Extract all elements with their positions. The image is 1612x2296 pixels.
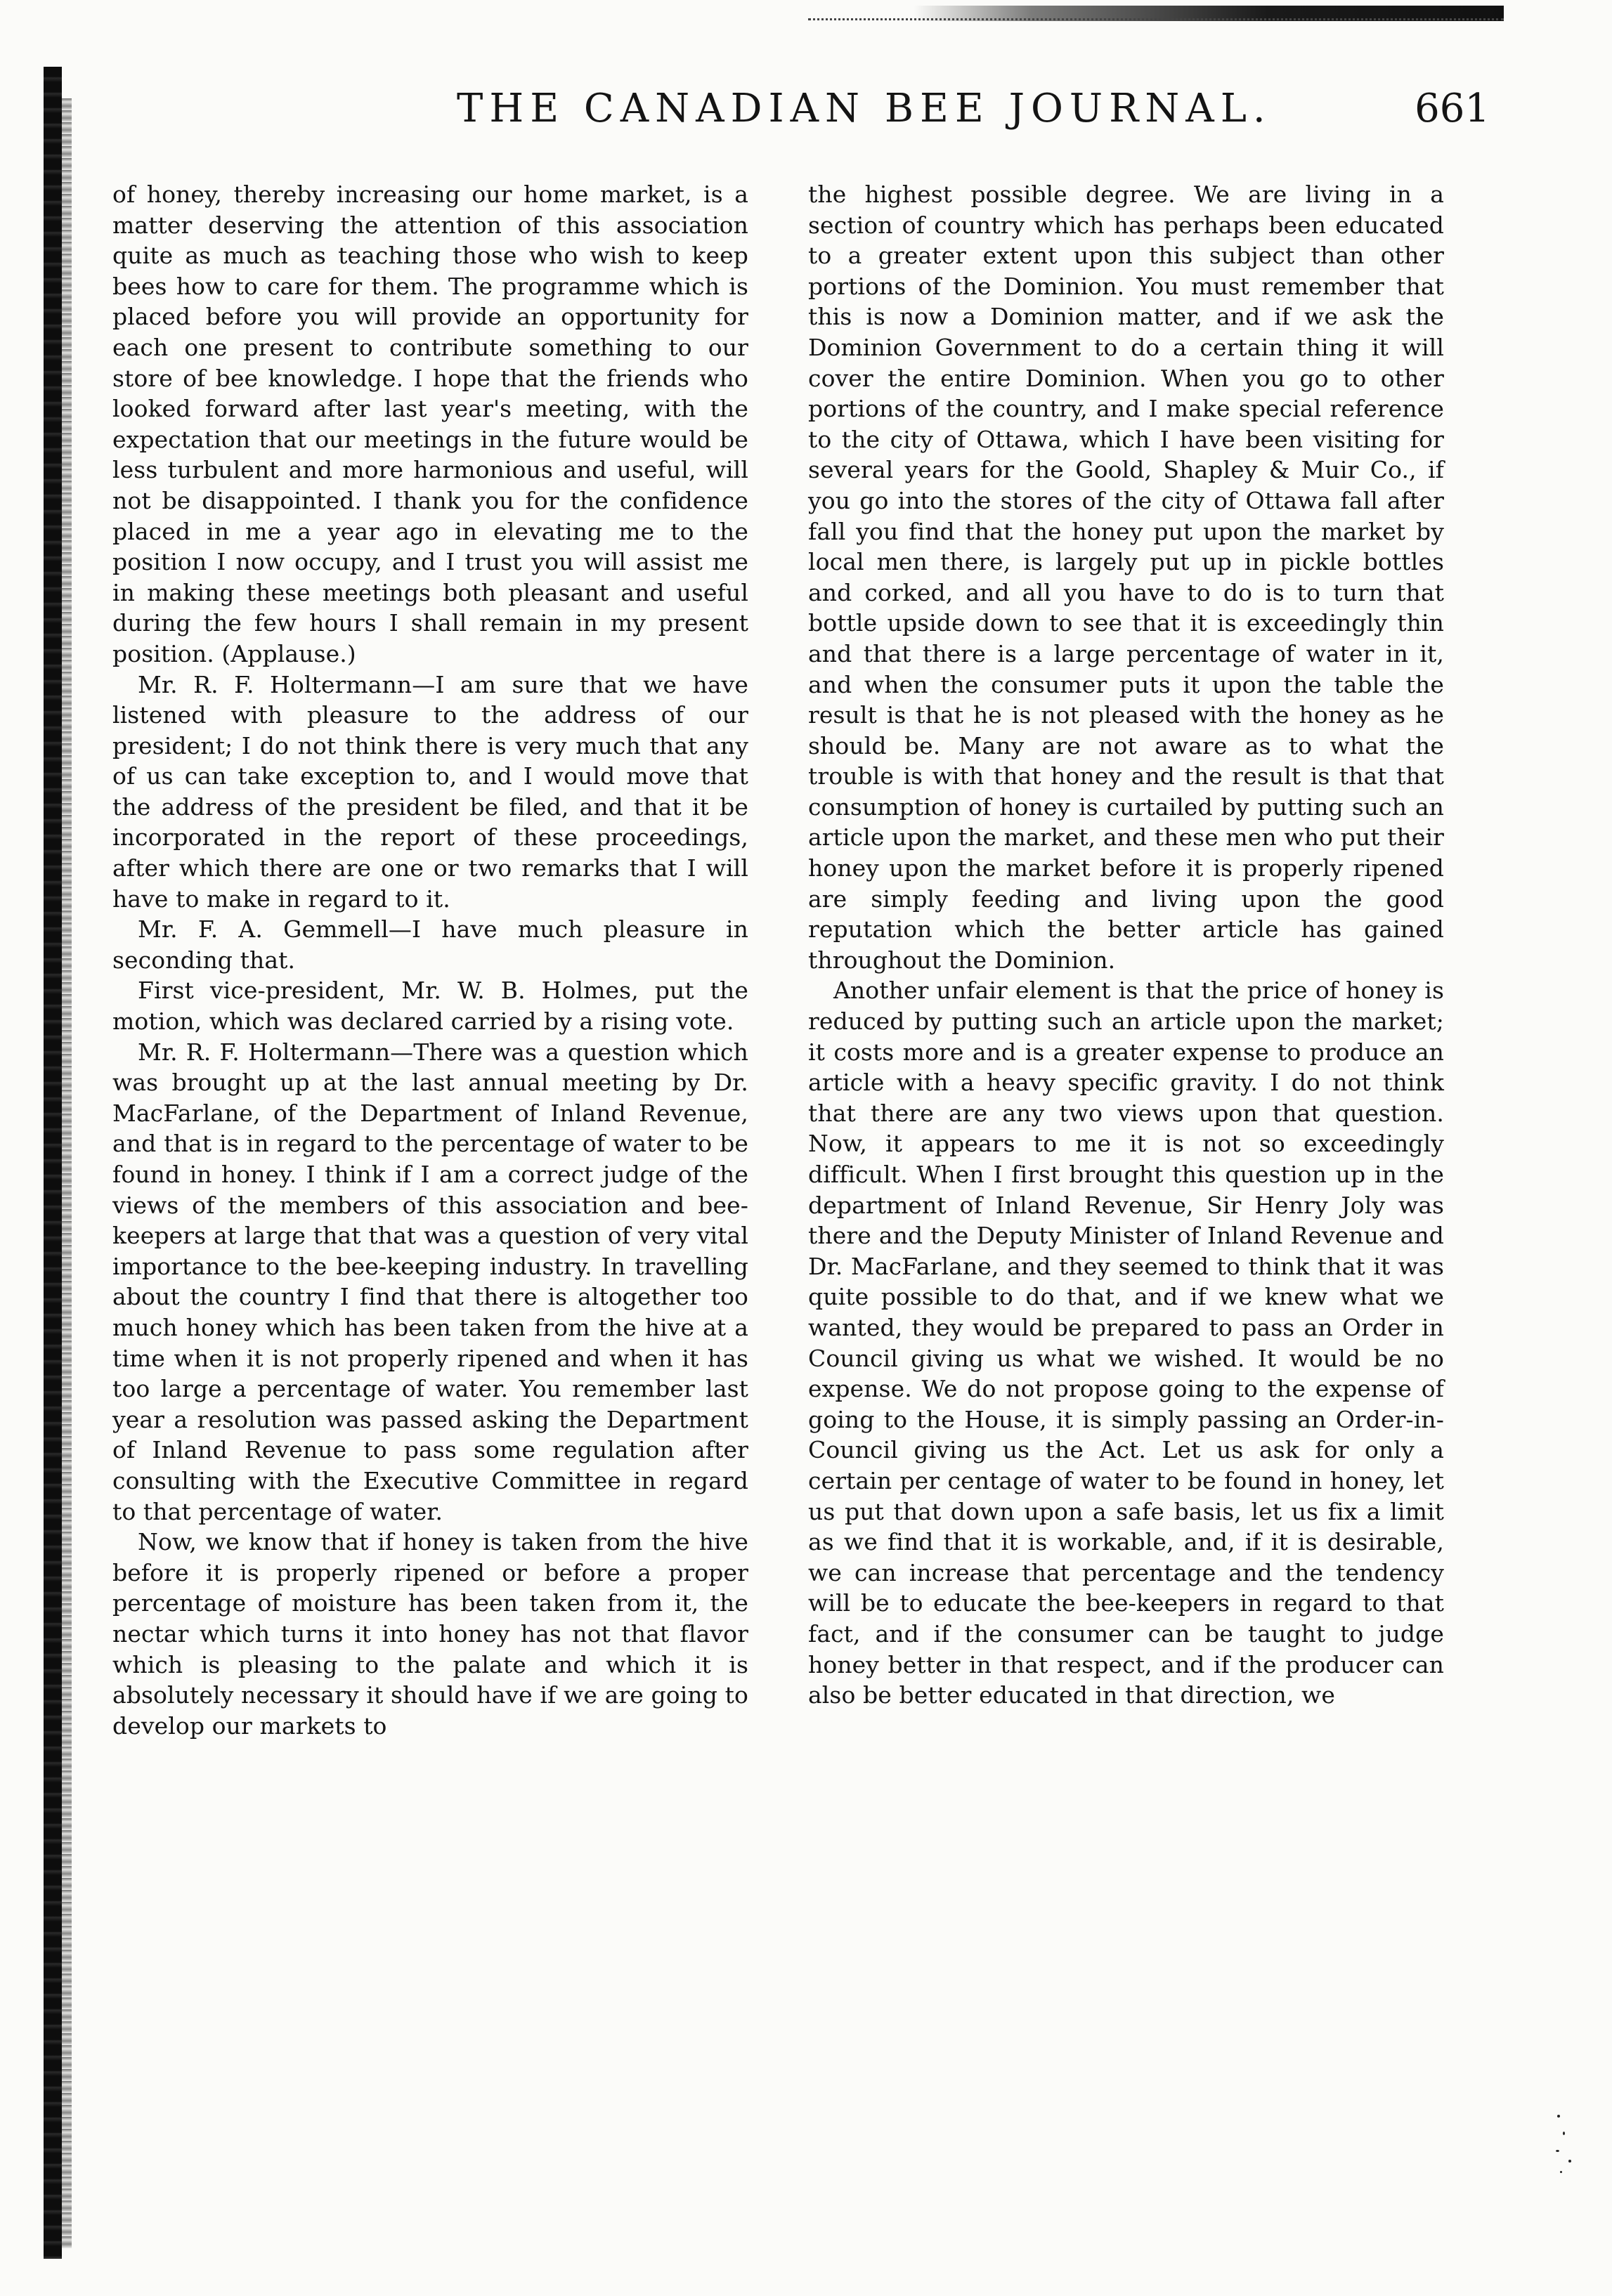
scan-specks: [1553, 2101, 1581, 2185]
paragraph: Now, we know that if honey is taken from the hive before it is properly ripened or before a proper percentage of moisture has been taken from it, the nectar which turns it into honey has not that flavor which is pleasing to the palate and which it is absolutely necessary it should have if we are going to develop our markets to: [112, 1528, 748, 1740]
running-title: THE CANADIAN BEE JOURNAL.: [457, 86, 1272, 131]
paragraph: of honey, thereby increasing our home market, is a matter deserving the attention of this association quite as much as teaching those who wish to keep bees how to care for them. The programme which is placed before you will provide an opportunity for each one present to contribute something to our store of bee knowledge. I hope that the friends who looked forward after last year's meeting, with the expectation that our meetings in the future would be less turbulent and more harmonious and useful, will not be disappointed. I thank you for the confidence placed in me a year ago in elevating me to the position I now occupy, and I trust you will assist me in making these meetings both pleasant and useful during the few hours I shall remain in my present position. (Applause.): [112, 181, 748, 667]
right-column: [808, 179, 1444, 1711]
page-header: [105, 86, 1511, 142]
paragraph: Mr. R. F. Holtermann—I am sure that we have listened with pleasure to the address of our president; I do not think there is very much that any of us can take exception to, and I would move that the address of the president be filed, and that it be incorporated in the report of these proceedings, after which there are one or two remarks that I will have to make in regard to it.: [112, 670, 748, 913]
scan-binding-shadow: [62, 98, 72, 2248]
paragraph: First vice-president, Mr. W. B. Holmes, put the motion, which was declared carried by a rising vote.: [112, 977, 748, 1036]
left-column: [112, 179, 748, 1741]
paragraph: the highest possible degree. We are living in a section of country which has perhaps been educated to a greater extent upon this subject than other portions of the Dominion. You must remember that this is now a Dominion matter, and if we ask the Dominion Government to do a certain thing it will cover the entire Dominion. When you go to other portions of the country, and I make special reference to the city of Ottawa, which I have been visiting for several years for the Goold, Shapley & Muir Co., if you go into the stores of the city of Ottawa fall after fall you find that the honey put upon the market by local men there, is largely put up in pickle bottles and corked, and all you have to do is to turn that bottle upside down to see that it is exceedingly thin and that there is a large percentage of water in it, and when the consumer puts it upon the table the result is that he is not pleased with the honey as he should be. Many are not aware as to what the trouble is with that honey and the result is that that consumption of honey is curtailed by putting such an article upon the market, and these men who put their honey upon the market before it is properly ripened are simply feeding and living upon the good reputation which the better article has gained throughout the Dominion.: [808, 181, 1445, 974]
scan-binding-edge: [44, 67, 62, 2259]
paragraph: Mr. R. F. Holtermann—There was a question which was brought up at the last annual meeting by Dr. MacFarlane, of the Department of Inland Revenue, and that is in regard to the percentage of water to be found in honey. I think if I am a correct judge of the views of the members of this association and bee-keepers at large that that was a question of very vital importance to the bee-keeping industry. In travelling about the country I find that there is altogether too much honey which has been taken from the hive at a time when it is not properly ripened and when it has too large a percentage of water. You remember last year a resolution was passed asking the Department of Inland Revenue to pass some regulation after consulting with the Executive Committee in regard to that percentage of water.: [112, 1038, 748, 1525]
paragraph: Another unfair element is that the price of honey is reduced by putting such an article upon the market; it costs more and is a greater expense to produce an article with a heavy specific gravity. I do not think that there are any two views upon that question. Now, it appears to me it is not so exceedingly difficult. When I first brought this question up in the department of Inland Revenue, Sir Henry Joly was there and the Deputy Minister of Inland Revenue and Dr. MacFarlane, and they seemed to think that it was quite possible to do that, and if we knew what we wanted, they would be prepared to pass an Order in Council giving us what we wished. It would be no expense. We do not propose going to the expense of going to the House, it is simply passing an Order-in-Council giving us the Act. Let us ask for only a certain per centage of water to be found in honey, let us put that down upon a safe basis, let us fix a limit as we find that it is workable, and, if it is desirable, we can increase that percentage and the tendency will be to educate the bee-keepers in regard to that fact, and if the consumer can be taught to judge honey better in that respect, and if the producer can also be better educated in that direction, we: [808, 977, 1444, 1709]
paragraph: Mr. F. A. Gemmell—I have much pleasure in seconding that.: [112, 915, 748, 974]
scan-top-dotted-artifact: [808, 18, 1504, 23]
page-number: 661: [1415, 86, 1490, 131]
